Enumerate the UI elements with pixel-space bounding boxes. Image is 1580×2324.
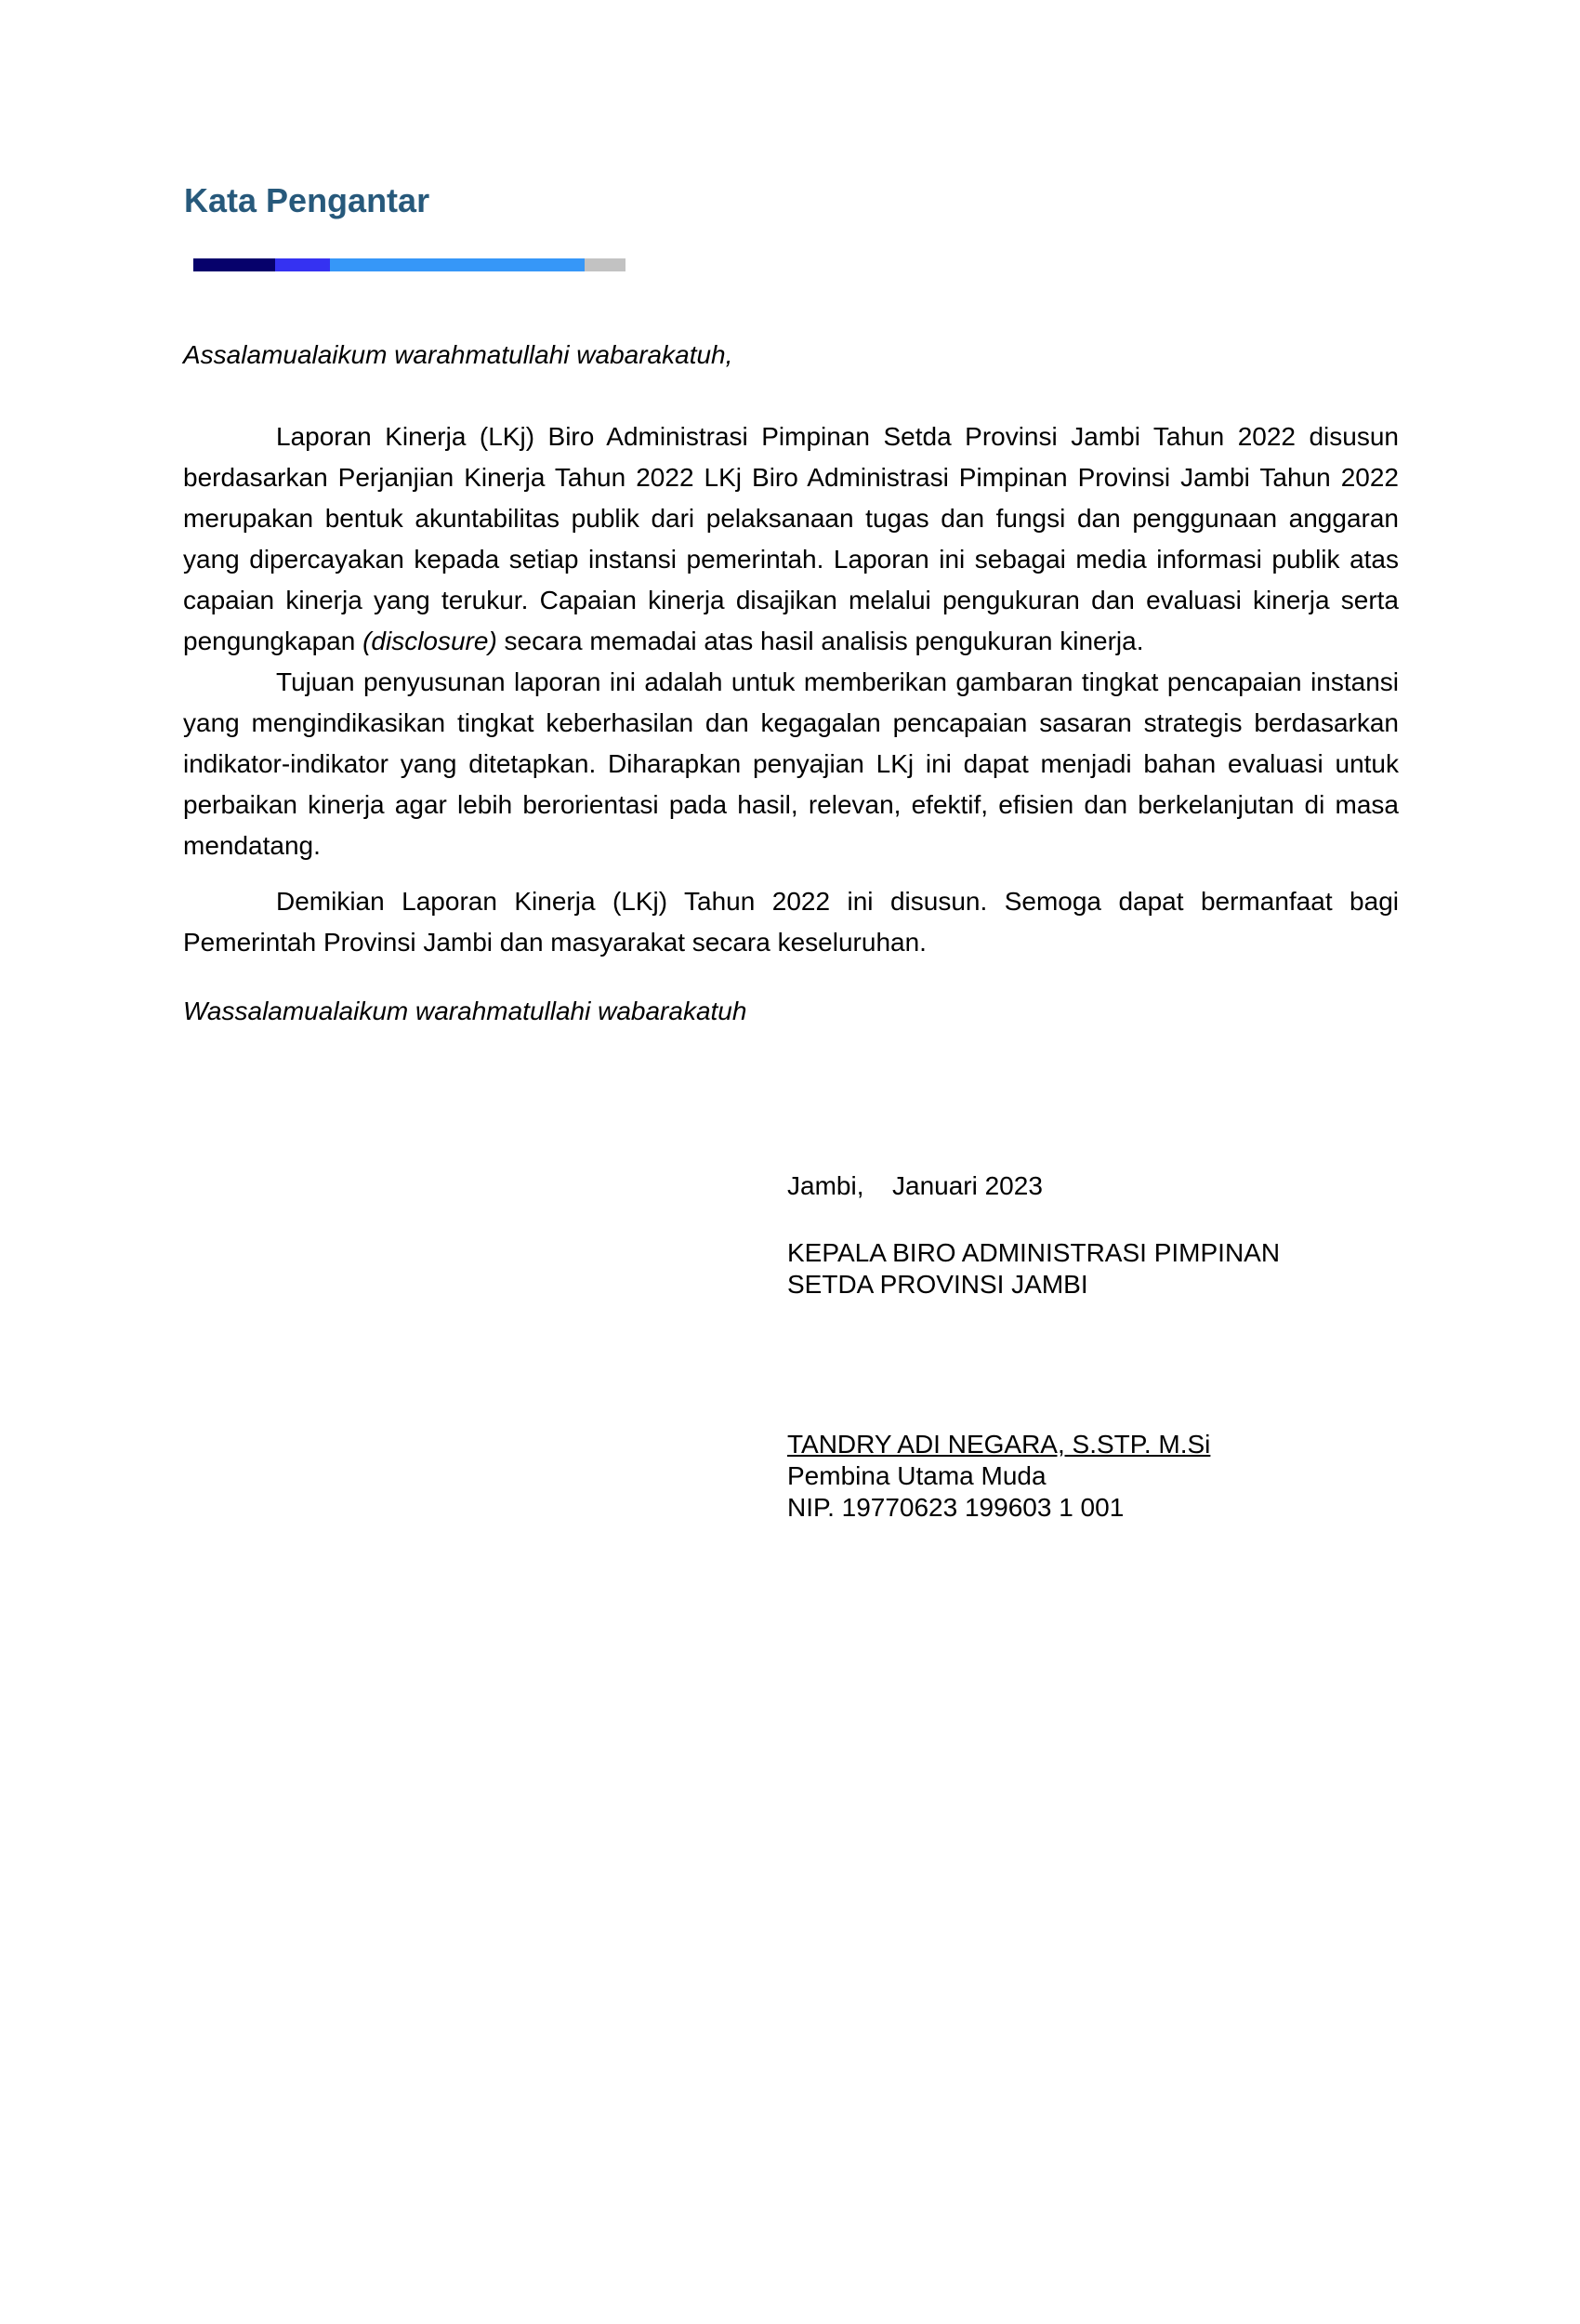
signatory-rank: Pembina Utama Muda — [787, 1461, 1047, 1490]
signature-place: Jambi, — [787, 1171, 864, 1200]
signature-place-date — [787, 1170, 1043, 1202]
signature-identity — [787, 1429, 1210, 1524]
closing-salutation: Wassalamualaikum warahmatullahi wabarakatuh — [183, 997, 747, 1025]
paragraph-2: Tujuan penyusunan laporan ini adalah untuk memberikan gambaran tingkat pencapaian instansi yang mengindikasikan tingkat keberhasilan dan kegagalan pencapaian sasaran strategis berdasarkan indikator-indikator yang ditetapkan. Diharapkan penyajian LKj ini dapat menjadi bahan evaluasi untuk perbaikan kinerja agar lebih berorientasi pada hasil, relevan, efektif, efisien dan berkelanjutan di masa mendatang. — [183, 667, 1399, 860]
signature-office-line2: SETDA PROVINSI JAMBI — [787, 1270, 1088, 1299]
signature-office-line1: KEPALA BIRO ADMINISTRASI PIMPINAN — [787, 1238, 1281, 1267]
salutation: Assalamualaikum warahmatullahi wabarakatuh, — [183, 340, 733, 369]
paragraph-1-italic-word: (disclosure) — [362, 627, 497, 655]
signature-date: Januari 2023 — [892, 1171, 1043, 1200]
accent-bar-segment-gray — [585, 258, 625, 271]
paragraph-3: Demikian Laporan Kinerja (LKj) Tahun 2022 ini disusun. Semoga dapat bermanfaat bagi Pemerintah Provinsi Jambi dan masyarakat secara keseluruhan. — [183, 887, 1399, 957]
accent-bar-segment-navy — [193, 258, 275, 271]
paragraph-1 — [183, 416, 1399, 662]
paragraph-1-text: Laporan Kinerja (LKj) Biro Administrasi Pimpinan Setda Provinsi Jambi Tahun 2022 disusun berdasarkan Perjanjian Kinerja Tahun 2022 LKj Biro Administrasi Pimpinan Provinsi Jambi Tahun 2022 merupakan bentuk akuntabilitas publik dari pelaksanaan tugas dan fungsi dan penggunaan anggaran yang dipercayakan kepada setiap instansi pemerintah. Laporan ini sebagai media informasi publik atas capaian kinerja yang terukur. Capaian kinerja disajikan melalui pengukuran dan evaluasi kinerja serta pengungkapan — [183, 422, 1399, 655]
paragraph-1-text-end: secara memadai atas hasil analisis pengukuran kinerja. — [496, 627, 1144, 655]
page-title: Kata Pengantar — [184, 181, 430, 219]
accent-bar — [193, 258, 625, 271]
accent-bar-segment-indigo — [275, 258, 330, 271]
signatory-name: TANDRY ADI NEGARA, S.STP. M.Si — [787, 1430, 1211, 1459]
signatory-nip: NIP. 19770623 199603 1 001 — [787, 1493, 1125, 1522]
signature-office — [787, 1237, 1280, 1301]
accent-bar-segment-azure — [330, 258, 585, 271]
letter-body — [183, 416, 1399, 1032]
